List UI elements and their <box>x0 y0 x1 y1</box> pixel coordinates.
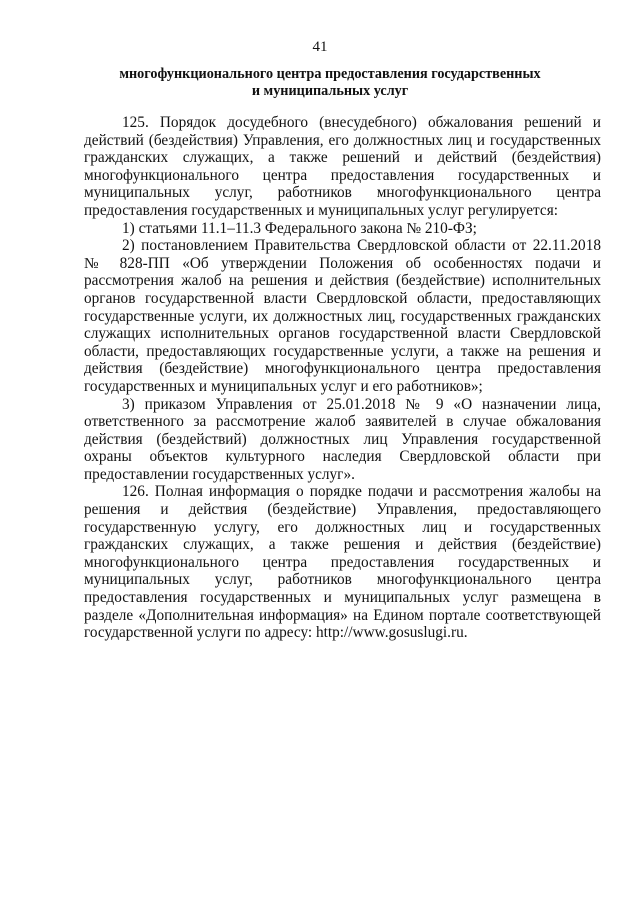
paragraph-125: 125. Порядок досудебного (внесудебного) обжалования решений и действий (бездействия) Управления, его должностных лиц и государственных гражданских служащих, а также решений и действий (бездействия) многофункционального центра предоставления государственных и муниципальных услуг, работников многофункционального центра предоставления государственных и муниципальных услуг регулируется: <box>84 114 601 219</box>
paragraph-126: 126. Полная информация о порядке подачи и рассмотрения жалобы на решения и действия (бездействие) Управления, предоставляющего государственную услугу, его должностных лиц и государственных гражданских служащих, а также решения и действия (бездействие) многофункционального центра предоставления государственных и муниципальных услуг, работников многофункционального центра предоставления государственных и муниципальных услуг размещена в разделе «Дополнительная информация» на Едином портале соответствующей государственной услуги по адресу: http://www.gosuslugi.ru. <box>84 483 601 642</box>
document-body <box>84 114 601 642</box>
section-heading-line-1: многофункционального центра предоставления государственных <box>119 66 541 82</box>
paragraph-item-1: 1) статьями 11.1–11.3 Федерального закона № 210-ФЗ; <box>122 219 477 237</box>
paragraph-item-2: 2) постановлением Правительства Свердловской области от 22.11.2018 № 828-ПП «Об утверждении Положения об особенностях подачи и рассмотрения жалоб на решения и действия (бездействие) исполнительных органов государственной власти Свердловской области, предоставляющих государственные услуги, их должностных лиц, государственных гражданских служащих исполнительных органов государственной власти Свердловской области, предоставляющих государственные услуги, а также на решения и действия (бездействие) многофункционального центра предоставления государственных и муниципальных услуг и его работников»; <box>84 237 601 395</box>
section-heading-line-2: и муниципальных услуг <box>251 83 409 99</box>
paragraph-item-3: 3) приказом Управления от 25.01.2018 № 9 «О назначении лица, ответственного за рассмотрение жалоб заявителей в случае обжалования действия (бездействий) должностных лиц Управления государственной охраны объектов культурного наследия Свердловской области при предоставлении государственных услуг». <box>84 395 601 483</box>
section-heading <box>100 66 560 100</box>
page-number: 41 <box>312 39 328 55</box>
